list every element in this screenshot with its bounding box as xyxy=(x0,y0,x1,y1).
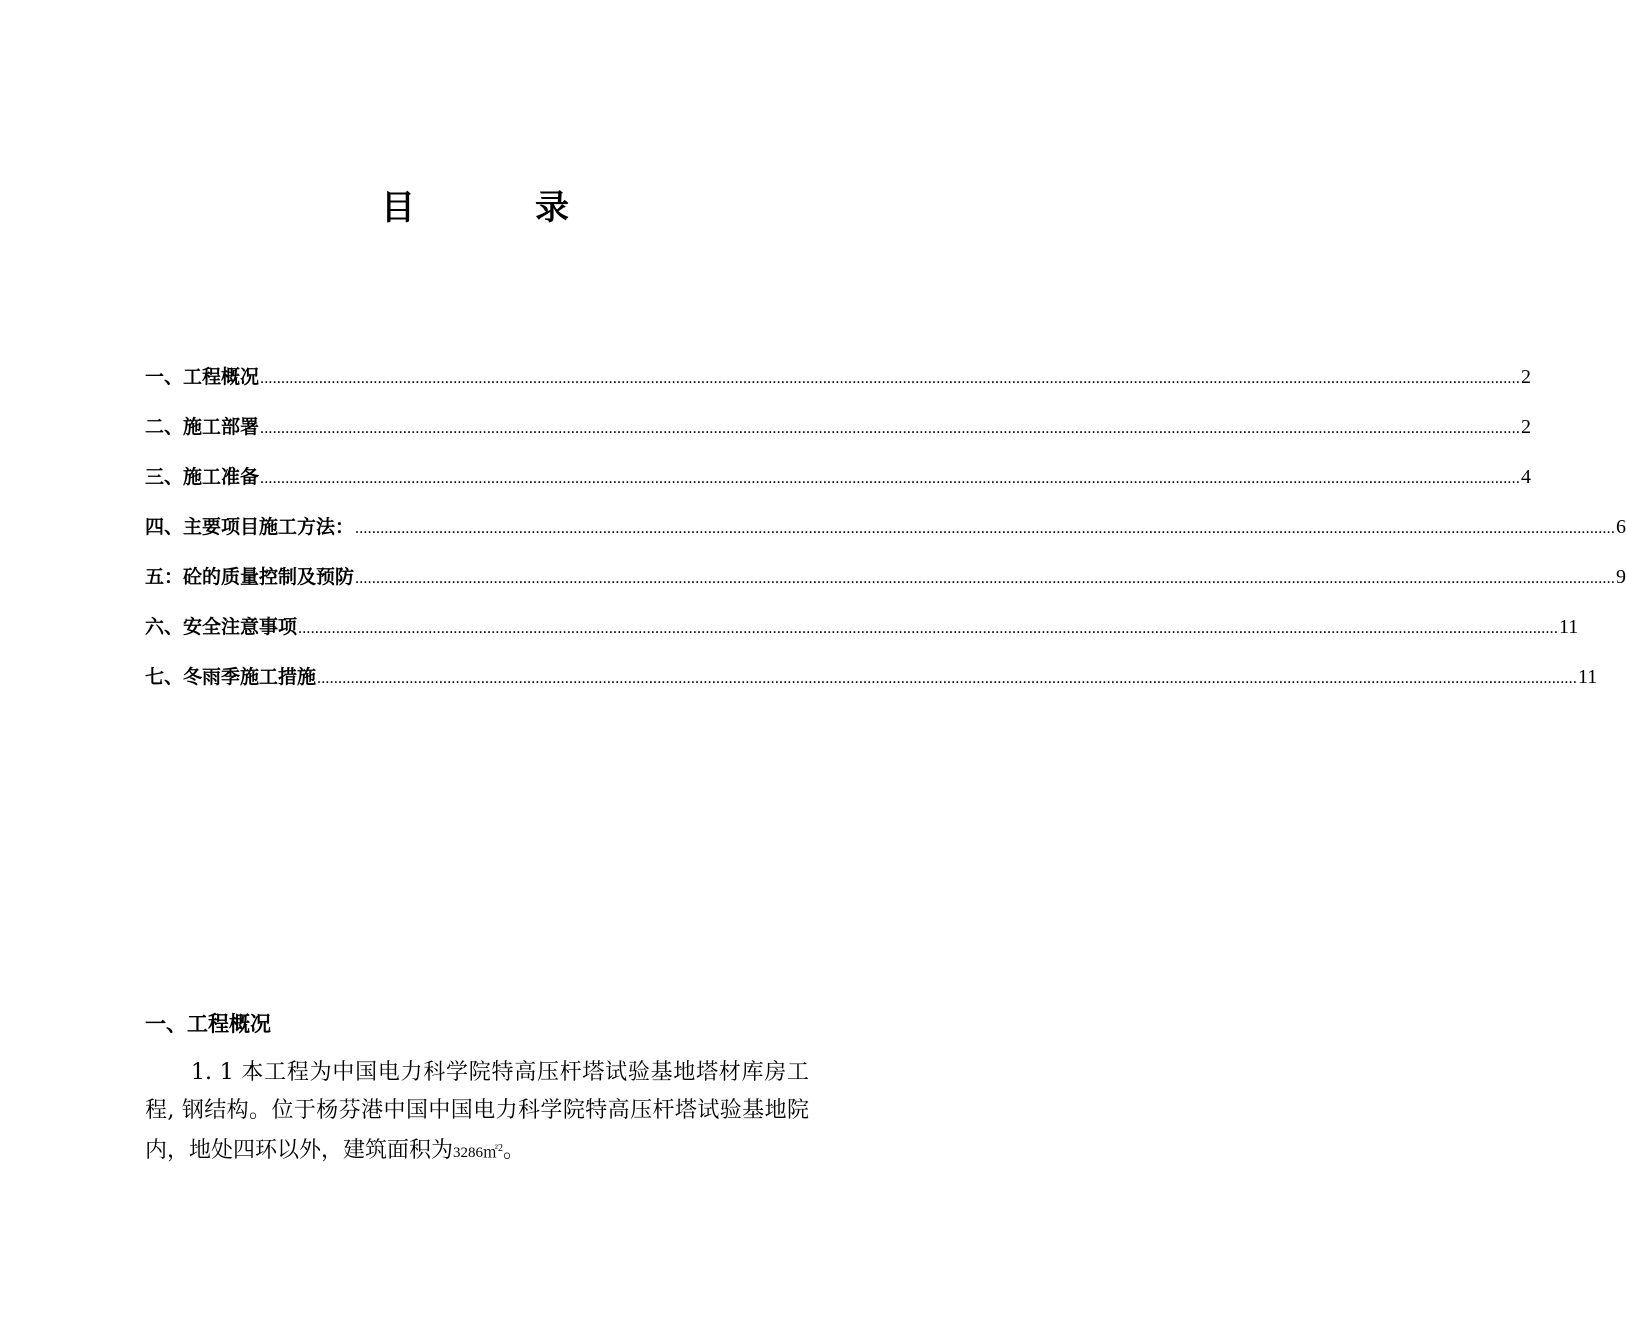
toc-entry[interactable] xyxy=(145,362,1532,412)
toc-entry-label: 四、主要项目施工方法： xyxy=(145,516,355,538)
toc-entry-page: 11 xyxy=(1559,616,1579,638)
toc-entry-label: 六、安全注意事项 xyxy=(145,616,298,638)
toc-entry-label: 三、施工准备 xyxy=(145,466,260,488)
area-value: 3286㎡ xyxy=(453,1145,499,1161)
toc-leader-dots: ............................................................................................................................................................................................................................................................................................................ xyxy=(355,570,1616,587)
section-heading: 一、工程概况 xyxy=(145,1012,271,1036)
toc-title xyxy=(0,180,950,229)
area-superscript: 2 xyxy=(498,1143,504,1154)
toc-leader-dots: ............................................................................................................................................................................................................................................................................................................ xyxy=(298,620,1559,637)
toc-entry-page: 2 xyxy=(1521,416,1532,438)
toc-entry[interactable] xyxy=(145,562,1626,612)
toc-title-left: 目 xyxy=(381,188,415,228)
paragraph-text: 1. 1 本工程为中国电力科学院特高压杆塔试验基地塔材库房工程, 钢结构。位于杨芬港中国中国电力科学院特高压杆塔试验基地院内，地处四环以外，建筑面积为 xyxy=(145,1060,809,1163)
toc-title-right: 录 xyxy=(535,188,569,228)
body-paragraph xyxy=(145,1054,809,1172)
toc-leader-dots: ............................................................................................................................................................................................................................................................................................................ xyxy=(317,670,1578,687)
toc-entry-page: 11 xyxy=(1578,666,1598,688)
toc-leader-dots: ............................................................................................................................................................................................................................................................................................................ xyxy=(260,470,1521,487)
toc-entry[interactable] xyxy=(145,462,1532,512)
toc-leader-dots: ............................................................................................................................................................................................................................................................................................................ xyxy=(260,370,1521,387)
toc-entry-label: 二、施工部署 xyxy=(145,416,260,438)
toc-entry-page: 6 xyxy=(1616,516,1626,538)
toc-entry-label: 五：砼的质量控制及预防 xyxy=(145,566,355,588)
toc-entry[interactable] xyxy=(145,612,1579,662)
paragraph-end: 。 xyxy=(503,1138,526,1163)
toc-entry-label: 一、工程概况 xyxy=(145,366,260,388)
table-of-contents xyxy=(145,362,1626,712)
toc-entry-page: 2 xyxy=(1521,366,1532,388)
toc-entry[interactable] xyxy=(145,512,1626,562)
building-area xyxy=(453,1145,503,1161)
toc-entry-label: 七、冬雨季施工措施 xyxy=(145,666,317,688)
toc-entry-page: 9 xyxy=(1616,566,1626,588)
toc-entry-page: 4 xyxy=(1521,466,1532,488)
toc-leader-dots: ............................................................................................................................................................................................................................................................................................................ xyxy=(260,420,1521,437)
toc-entry[interactable] xyxy=(145,412,1532,462)
toc-leader-dots: ............................................................................................................................................................................................................................................................................................................ xyxy=(355,520,1616,537)
toc-entry[interactable] xyxy=(145,662,1598,712)
